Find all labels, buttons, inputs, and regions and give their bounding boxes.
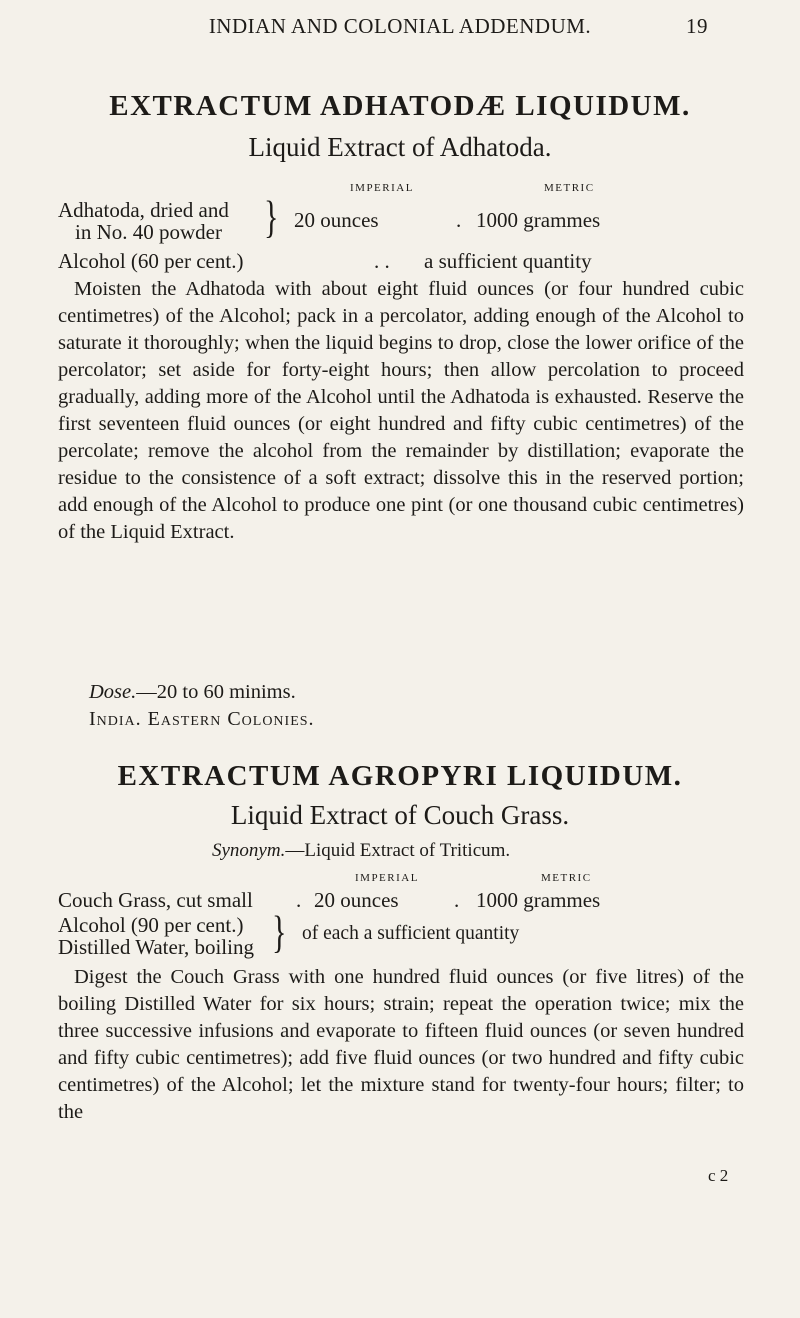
section2-col-metric: METRIC — [541, 872, 592, 884]
section1-regions: India. Eastern Colonies. — [89, 708, 315, 730]
s2-ing1-sep2: . — [454, 888, 460, 912]
s1-ing2-metric: a sufficient quantity — [424, 249, 592, 273]
section2-method: Digest the Couch Grass with one hundred fluid ounces (or five litres) of the boiling Distilled Water for six hours; strain; repeat the operation twice; mix the three successive infusions and evaporate to fifteen fluid ounces (or seven hundred and fifty cubic centimetres); add five fluid ounces (or two hundred and fifty cubic centimetres) of the Alcohol; let the mixture stand for twenty-four hours; filter; to the — [58, 966, 744, 1123]
s2-ing2-line1: Alcohol (90 per cent.) — [58, 913, 244, 937]
s2-ing1-sep1: . — [296, 888, 302, 912]
running-title: INDIAN AND COLONIAL ADDENDUM. — [208, 14, 592, 38]
section1-col-imperial: IMPERIAL — [350, 182, 414, 194]
s1-ing1-imperial: 20 ounces — [294, 208, 379, 232]
s2-ing2-line2: Distilled Water, boiling — [58, 935, 254, 959]
section2-synonym — [212, 840, 510, 862]
s1-brace: } — [264, 193, 279, 243]
section1-subtitle: Liquid Extract of Adhatoda. — [248, 132, 552, 162]
section2-col-imperial: IMPERIAL — [355, 872, 419, 884]
s1-ing2-sep: . . — [374, 249, 390, 273]
synonym-label: Synonym. — [212, 840, 286, 861]
s1-ing1-line1: Adhatoda, dried and — [58, 198, 229, 222]
s1-ing1-line2: in No. 40 powder — [75, 220, 222, 244]
s2-ing1-name: Couch Grass, cut small — [58, 888, 253, 912]
s1-ing1-metric: 1000 grammes — [476, 208, 601, 232]
section2-title: EXTRACTUM AGROPYRI LIQUIDUM. — [117, 760, 683, 792]
dose-text: —20 to 60 minims. — [136, 681, 296, 703]
section1-col-metric: METRIC — [544, 182, 595, 194]
signature-mark: c 2 — [708, 1166, 729, 1185]
s1-ing1-sep: . — [456, 208, 462, 232]
section2-subtitle: Liquid Extract of Couch Grass. — [230, 800, 570, 830]
dose-label: Dose. — [89, 681, 137, 703]
section1-dose — [89, 681, 296, 704]
s2-brace: } — [272, 908, 287, 958]
s2-ing1-imperial: 20 ounces — [314, 888, 399, 912]
s2-ing1-metric: 1000 grammes — [476, 888, 601, 912]
s2-ing2-shared: of each a sufficient quantity — [302, 923, 520, 944]
section1-method: Moisten the Adhatoda with about eight fluid ounces (or four hundred cubic centimetres) of the Alcohol; pack in a percolator, adding enough of the Alcohol to saturate it thoroughly; when the liquid begins to drop, close the lower orifice of the percolator; set aside for forty-eight hours; then allow percolation to proceed gradually, adding more of the Alcohol until the Adhatoda is exhausted. Reserve the first seventeen fluid ounces (or eight hundred and fifty cubic centimetres) of the percolate; remove the alcohol from the remainder by distillation; evaporate the residue to the consistence of a soft extract; dissolve this in the reserved portion; add enough of the Alcohol to produce one pint (or one thousand cubic centimetres) of the Liquid Extract. — [58, 278, 744, 543]
section1-title: EXTRACTUM ADHATODÆ LIQUIDUM. — [109, 90, 691, 122]
s1-ing2-name: Alcohol (60 per cent.) — [58, 249, 244, 273]
synonym-text: —Liquid Extract of Triticum. — [285, 840, 511, 861]
page-number: 19 — [686, 14, 708, 38]
